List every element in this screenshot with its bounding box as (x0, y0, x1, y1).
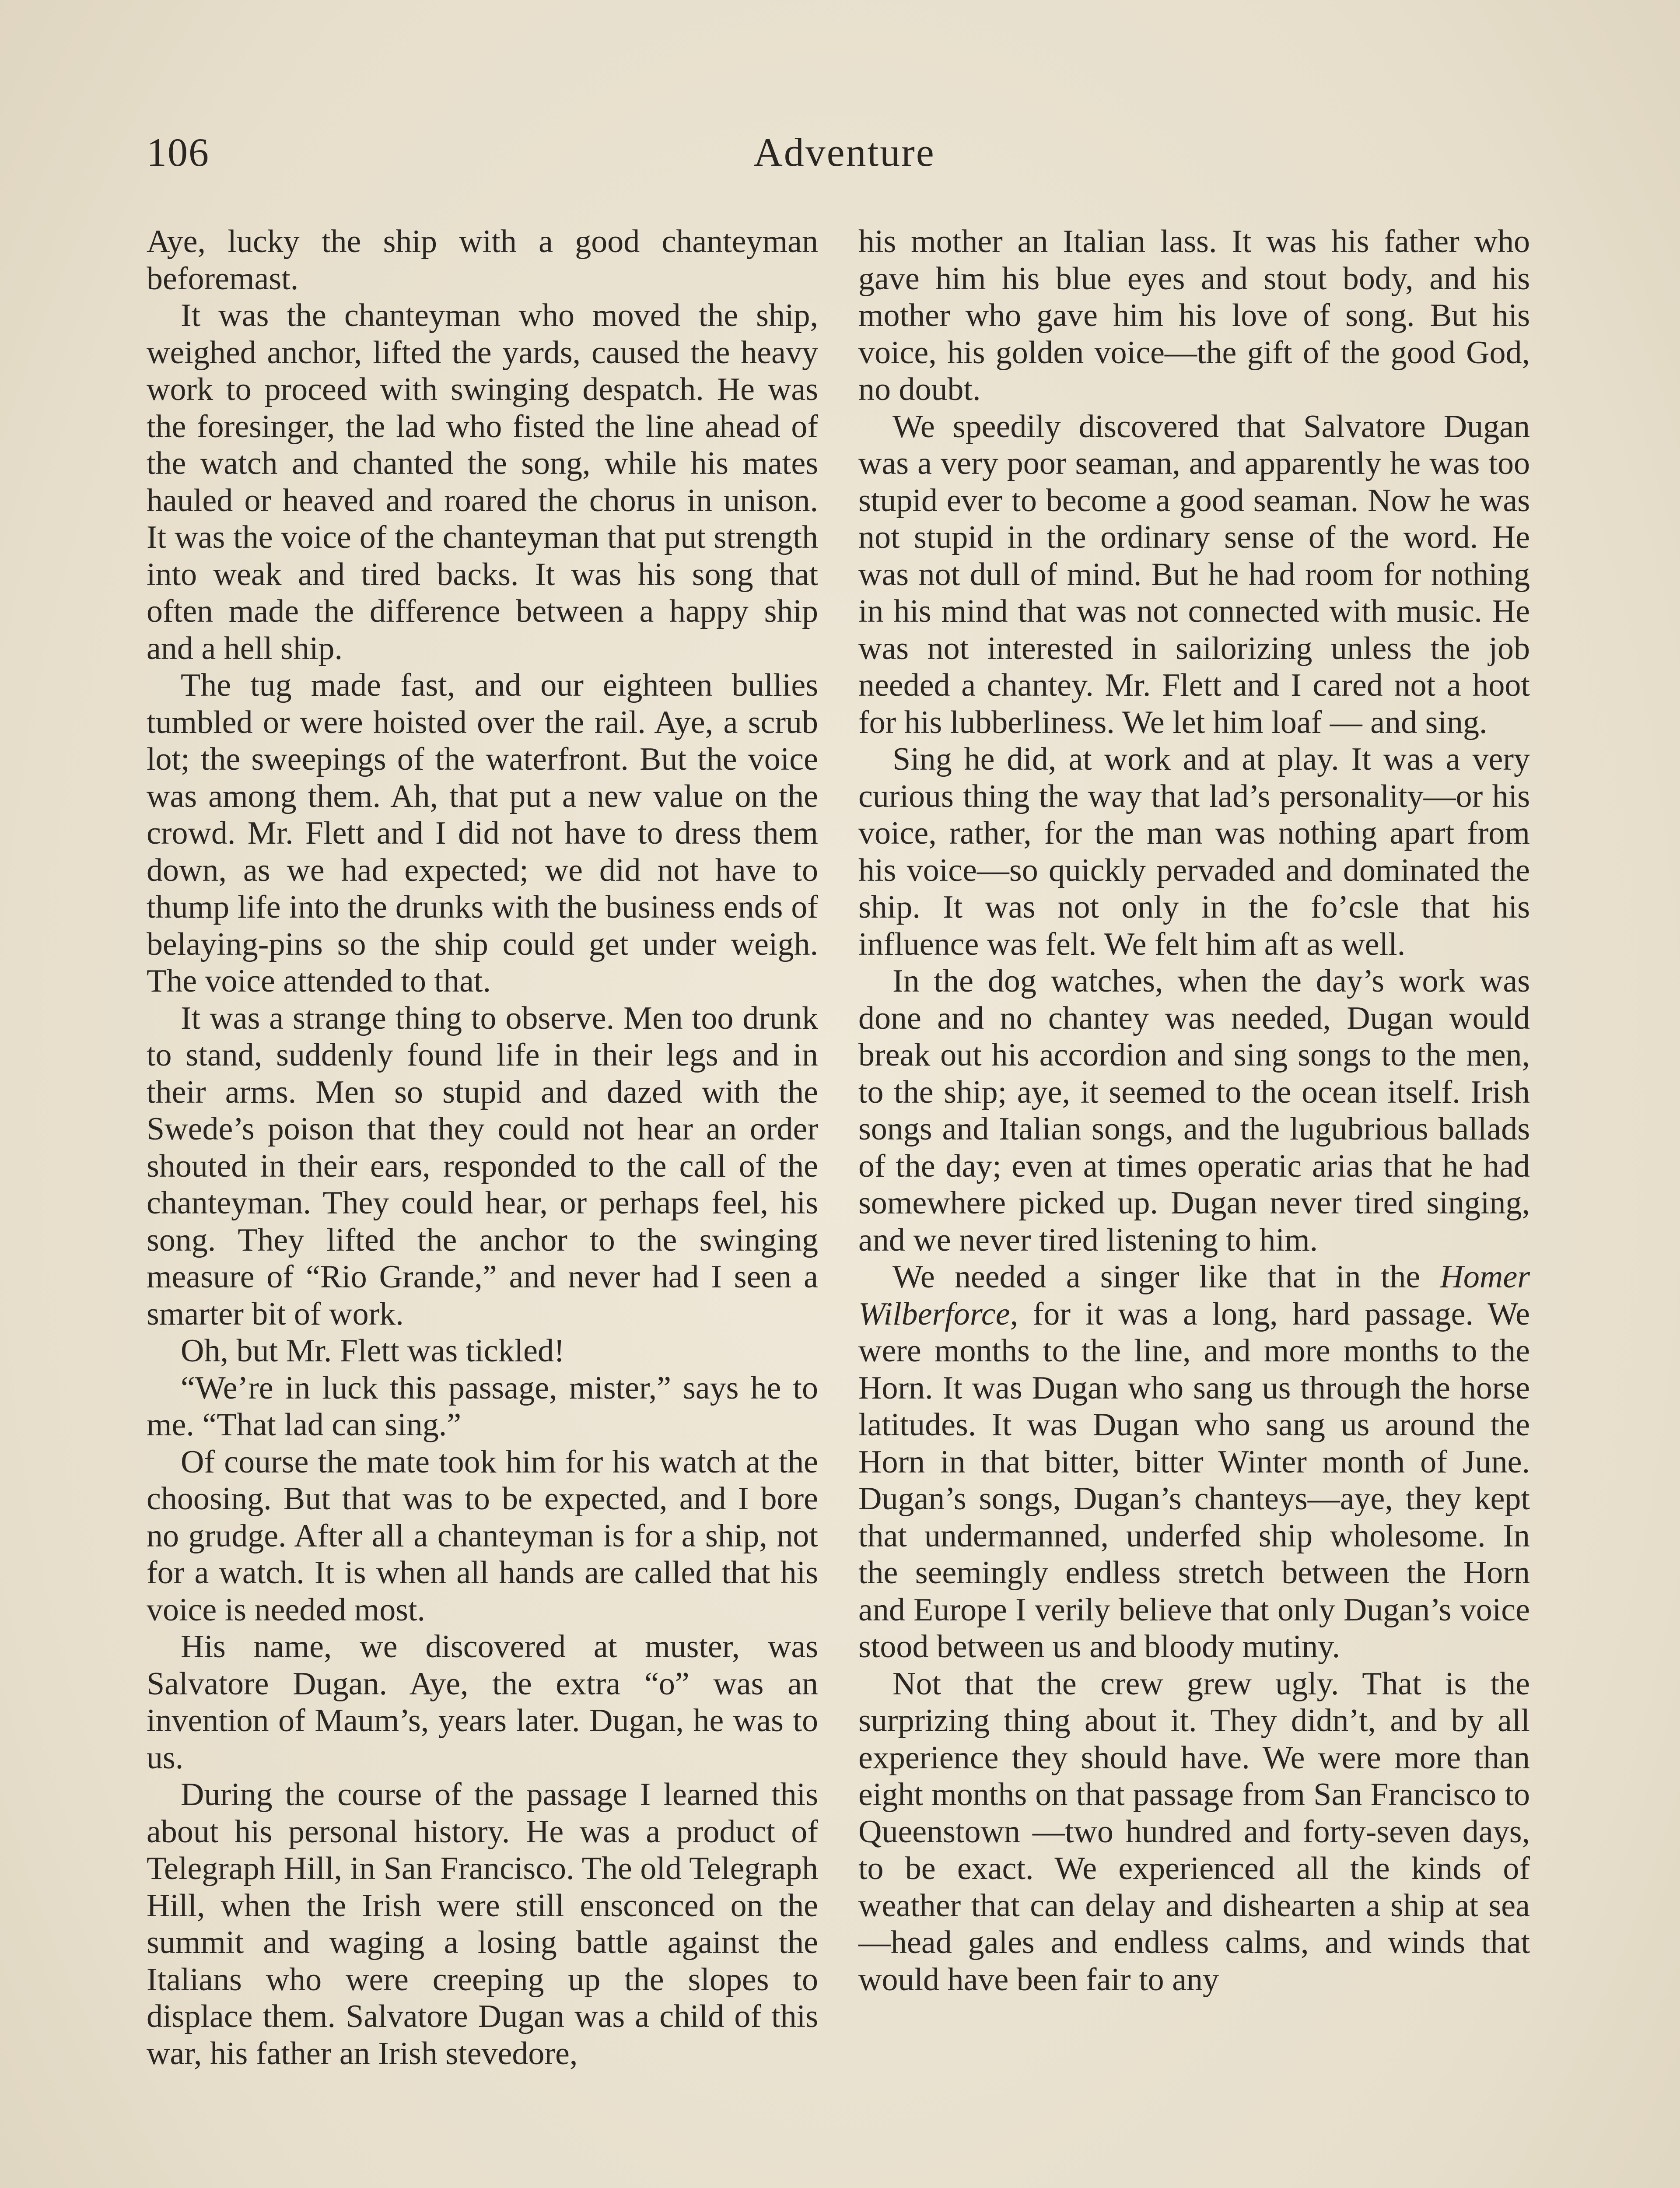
paragraph: During the course of the passage I learned this about his personal history. He was a product of Telegraph Hill, in San Francisco. The old Telegraph Hill, when the Irish were still ensconced on the summit and waging a losing battle against the Italians who were creeping up the slopes to displace them. Salvatore Dugan was a child of this war, his father an Irish stevedore, (147, 1777, 818, 2072)
paragraph: Aye, lucky the ship with a good chanteyman beforemast. (147, 224, 818, 297)
paragraph: his mother an Italian lass. It was his father who gave him his blue eyes and stout body, and his mother who gave him his love of song. But his voice, his golden voice—the gift of the good God, no doubt. (858, 224, 1530, 407)
paragraph: Sing he did, at work and at play. It was a very curious thing the way that lad’s personality—or his voice, rather, for the man was nothing apart from his voice—so quickly pervaded and dominated the ship. It was not only in the fo’csle that his influence was felt. We felt him aft as well. (858, 741, 1530, 962)
paragraph: His name, we discovered at muster, was Salvatore Dugan. Aye, the extra “o” was an invention of Maum’s, years later. Dugan, he was to us. (147, 1629, 818, 1776)
paragraph (858, 1259, 1530, 1666)
page-number: 106 (147, 130, 210, 175)
ship-name: Homer Wilberforce (858, 1259, 1530, 1332)
paragraph: Oh, but Mr. Flett was tickled! (181, 1333, 565, 1369)
paragraph: It was the chanteyman who moved the ship, weighed anchor, lifted the yards, caused the heavy work to proceed with swinging despatch. He was the foresinger, the lad who fisted the line ahead of the watch and chanted the song, while his mates hauled or heaved and roared the chorus in unison. It was the voice of the chanteyman that put strength into weak and tired backs. It was his song that often made the difference between a happy ship and a hell ship. (147, 298, 818, 666)
paragraph: The tug made fast, and our eighteen bullies tumbled or were hoisted over the rail. Aye, a scrub lot; the sweepings of the waterfront. But the voice was among them. Ah, that put a new value on the crowd. Mr. Flett and I did not have to dress them down, as we had expected; we did not have to thump life into the drunks with the business ends of belaying-pins so the ship could get under weigh. The voice attended to that. (147, 667, 818, 999)
paragraph: In the dog watches, when the day’s work was done and no chantey was needed, Dugan would break out his accordion and sing songs to the men, to the ship; aye, it seemed to the ocean itself. Irish songs and Italian songs, and the lugubrious ballads of the day; even at times operatic arias that he had somewhere picked up. Dugan never tired singing, and we never tired listening to him. (858, 963, 1530, 1258)
left-column (147, 223, 818, 2072)
paragraph: Of course the mate took him for his watch at the choosing. But that was to be expected, and I bore no grudge. After all a chanteyman is for a ship, not for a watch. It is when all hands are called that his voice is needed most. (147, 1444, 818, 1628)
paragraph: “We’re in luck this passage, mister,” says he to me. “That lad can sing.” (147, 1370, 818, 1443)
right-column (858, 223, 1530, 1998)
running-title: Adventure (753, 130, 935, 175)
text-run: We needed a singer like that in the (892, 1259, 1440, 1295)
paragraph: It was a strange thing to observe. Men too drunk to stand, suddenly found life in their legs and in their arms. Men so stupid and dazed with the Swede’s poison that they could not hear an order shouted in their ears, responded to the call of the chanteyman. They could hear, or perhaps feel, his song. They lifted the anchor to the swinging measure of “Rio Grande,” and never had I seen a smarter bit of work. (147, 1000, 818, 1332)
page-header (147, 129, 1542, 186)
text-run: , for it was a long, hard passage. We were months to the line, and more months to the Horn. It was Dugan who sang us through the horse latitudes. It was Dugan who sang us around the Horn in that bitter, bitter Winter month of June. Dugan’s songs, Dugan’s chanteys—aye, they kept that undermanned, underfed ship wholesome. In the seemingly endless stretch between the Horn and Europe I verily believe that only Dugan’s voice stood between us and bloody mutiny. (858, 1296, 1530, 1665)
paragraph: We speedily discovered that Salvatore Dugan was a very poor seaman, and apparently he was too stupid ever to become a good seaman. Now he was not stupid in the ordinary sense of the word. He was not dull of mind. But he had room for nothing in his mind that was not connected with music. He was not interested in sailorizing unless the job needed a chantey. Mr. Flett and I cared not a hoot for his lubberliness. We let him loaf — and sing. (858, 408, 1530, 740)
paragraph: Not that the crew grew ugly. That is the surprizing thing about it. They didn’t, and by all experience they should have. We were more than eight months on that passage from San Francisco to Queenstown —two hundred and forty-seven days, to be exact. We experienced all the kinds of weather that can delay and dishearten a ship at sea—head gales and endless calms, and winds that would have been fair to any (858, 1666, 1530, 1998)
